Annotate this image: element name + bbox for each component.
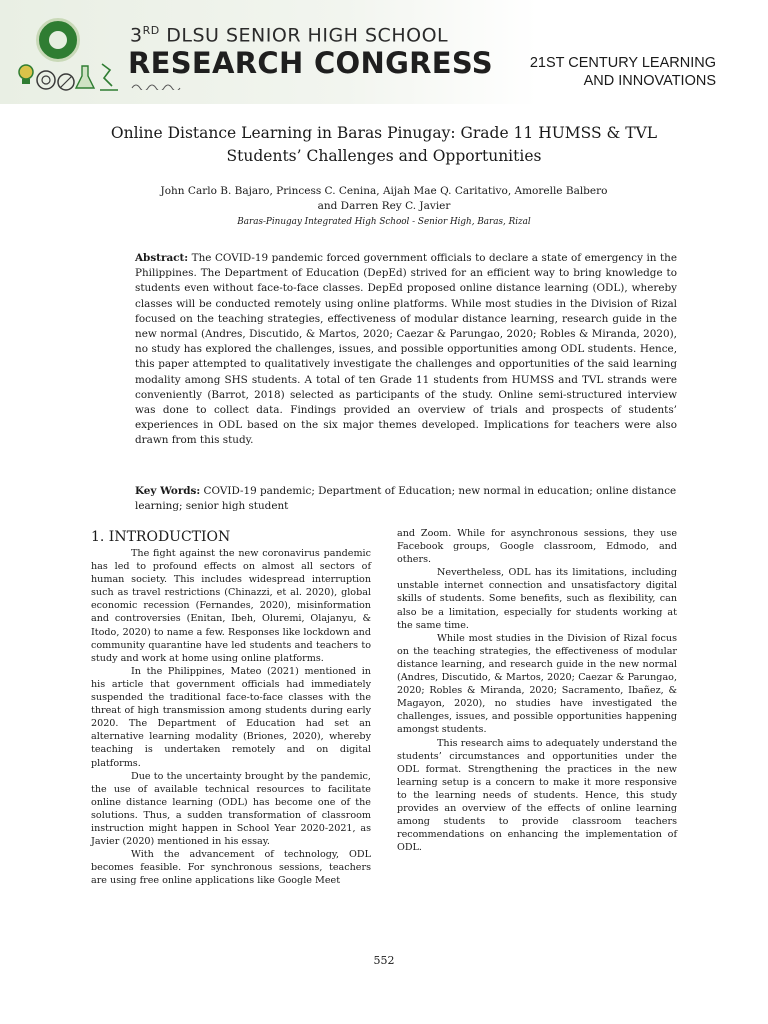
congress-script-mark xyxy=(131,82,185,93)
paragraph: With the advancement of technology, ODL becomes feasible. For synchronous sessions, teachers are using free online applications like Google Meet xyxy=(91,849,371,887)
congress-header xyxy=(0,0,768,104)
page-number: 552 xyxy=(373,954,395,967)
logo-cluster xyxy=(14,16,124,100)
paragraph: In the Philippines, Mateo (2021) mentioned in his article that government officials had immediately suspended the traditional face-to-face classes with the threat of high transmission among students during early 2020. The Department of Education had set an alternative learning modality (Briones, 2020), whereby teaching is undertaken remotely and on digital platforms. xyxy=(91,665,371,769)
congress-theme: 21ST CENTURY LEARNING AND INNOVATIONS xyxy=(529,55,716,89)
abstract-label: Abstract: xyxy=(135,252,189,264)
congress-edition: 3RD DLSU SENIOR HIGH SCHOOL xyxy=(130,24,449,47)
abstract-text: The COVID-19 pandemic forced government officials to declare a state of emergency in the Philippines. The Department of Education (DepEd) strived for an efficient way to bring knowledge to students even without face-to-face classes. DepEd proposed online distance learning (ODL), whereby classes will be conducted remotely using online platforms. While most studies in the Division of Rizal focused on the teaching strategies, effectiveness of modular distance learning, research guide in the new normal (Andres, Discutido, & Martos, 2020; Caezar & Parungao, 2020; Robles & Miranda, 2020), no study has explored the challenges, issues, and possible opportunities among ODL students. Hence, this paper attempted to qualitatively investigate the challenges and opportunities of the said learning modality among SHS students. A total of ten Grade 11 students from HUMSS and TVL strands were conveniently (Barrot, 2018) selected as participants of the study. Online semi-structured interview was done to collect data. Findings provided an overview of trials and prospects of students’ experiences in ODL based on the six major themes developed. Implications for teachers were also drawn from this study. xyxy=(135,252,677,447)
paper-title: Online Distance Learning in Baras Pinugay: Grade 11 HUMSS & TVL Students’ Challenges and Opportunities xyxy=(110,124,658,165)
paragraph: and Zoom. While for asynchronous sessions, they use Facebook groups, Google classroom, Edmodo, and others. xyxy=(397,528,677,566)
science-doodle-icon xyxy=(14,56,124,100)
abstract xyxy=(135,251,677,449)
keywords-text: COVID-19 pandemic; Department of Education; new normal in education; online distance learning; senior high student xyxy=(135,485,677,513)
paragraph: This research aims to adequately understand the students’ circumstances and opportunities under the ODL format. Strengthening the practices in the new learning setup is a concern to make it more responsive to the learning needs of students. Hence, this study provides an overview of the effects of online learning among students to provide classroom teachers recommendations on enhancing the implementation of ODL. xyxy=(397,737,677,854)
section-heading: 1. INTRODUCTION xyxy=(91,529,231,545)
paper-authors: John Carlo B. Bajaro, Princess C. Cenina, Aijah Mae Q. Caritativo, Amorelle Balbero and Darren Rey C. Javier xyxy=(160,185,608,212)
paragraph: The fight against the new coronavirus pandemic has led to profound effects on almost all sectors of human society. This includes widespread interruption such as travel restrictions (Chinazzi, et al. 2020), global economic recession (Fernandes, 2020), misinformation and controversies (Enitan, Ibeh, Oluremi, Olajanyu, & Itodo, 2020) to name a few. Responses like lockdown and community quarantine have led students and teachers to study and work at home using online platforms. xyxy=(91,548,371,664)
right-column xyxy=(397,527,677,854)
paragraph: While most studies in the Division of Rizal focus on the teaching strategies, the effectiveness of modular distance learning, and research guide in the new normal (Andres, Discutido, & Martos, 2020; Caezar & Parungao, 2020; Robles & Miranda, 2020; Sacramento, Ibañez, & Magayon, 2020), no studies have investigated the challenges, issues, and possible opportunities happening amongst students. xyxy=(397,632,677,736)
paragraph: Nevertheless, ODL has its limitations, including unstable internet connection and unsatisfactory digital skills of students. Some benefits, such as flexibility, can also be a limitation, especially for students working at the same time. xyxy=(397,567,677,631)
paragraph: Due to the uncertainty brought by the pandemic, the use of available technical resources to facilitate online distance learning (ODL) has become one of the solutions. Thus, a sudden transformation of classroom instruction might happen in School Year 2020-2021, as Javier (2020) mentioned in his essay. xyxy=(91,770,371,848)
left-column xyxy=(91,528,371,887)
paper-affiliation: Baras-Pinugay Integrated High School - Senior High, Baras, Rizal xyxy=(237,217,531,227)
keywords xyxy=(135,484,677,514)
keywords-label: Key Words: xyxy=(135,485,201,497)
congress-title: RESEARCH CONGRESS xyxy=(128,46,493,80)
